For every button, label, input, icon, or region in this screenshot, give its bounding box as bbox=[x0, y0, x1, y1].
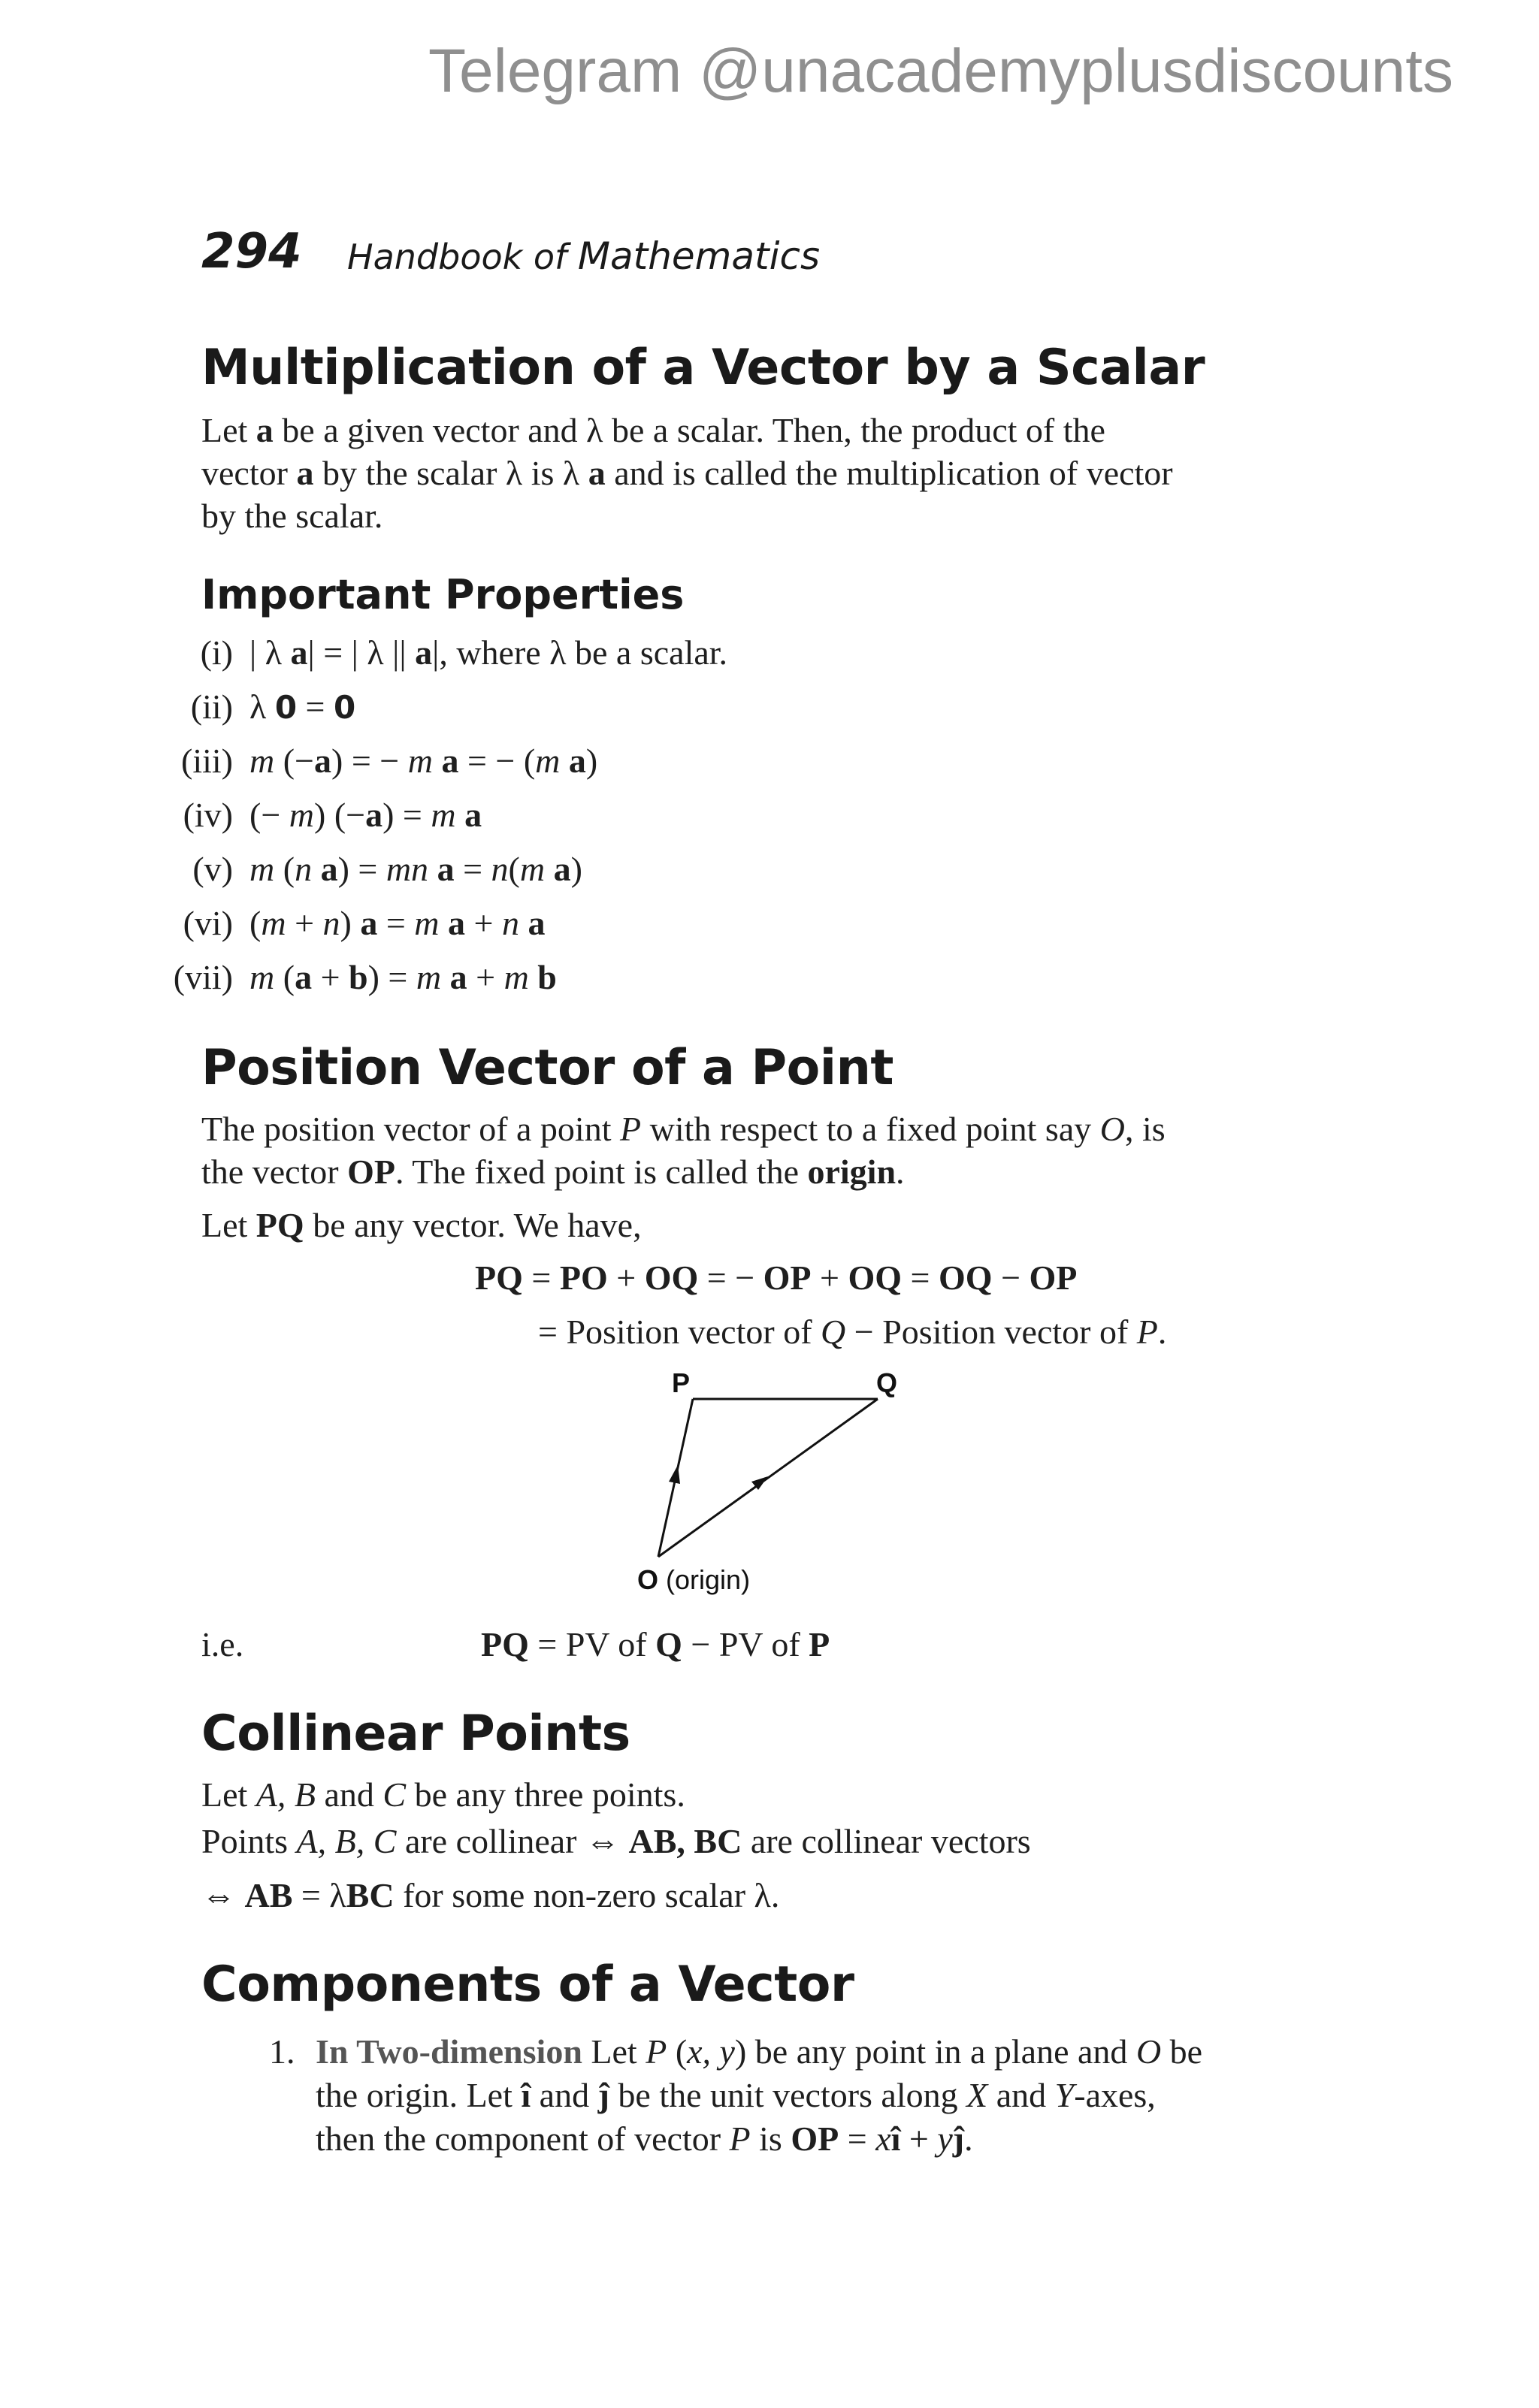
property-item: (iii) m (−a) = − m a = − (m a) bbox=[181, 742, 598, 780]
watermark-text: Telegram @unacademyplusdiscounts bbox=[428, 37, 1454, 105]
property-item: (vi) (m + n) a = m a + n a bbox=[183, 904, 546, 942]
ie-label: i.e. bbox=[201, 1625, 244, 1663]
components-line-1: In Two-dimension Let P (x, y) be any point in a plane and O be bbox=[316, 2032, 1203, 2071]
section-title-position: Position Vector of a Point bbox=[201, 1040, 893, 1096]
components-line-2: the origin. Let î and ĵ be the unit vectors along X and Y-axes, bbox=[316, 2076, 1156, 2114]
collinear-line-1: Let A, B and C be any three points. bbox=[201, 1775, 685, 1814]
position-line-2: the vector OP. The fixed point is called the origin. bbox=[201, 1153, 905, 1191]
position-line-1: The position vector of a point P with respect to a fixed point say O, is bbox=[201, 1110, 1166, 1148]
collinear-line-2: Points A, B, C are collinear ⇔ AB, BC are collinear vectors bbox=[201, 1822, 1031, 1860]
figure-label-origin: O (origin) bbox=[637, 1564, 751, 1595]
property-item: (i) | λ a| = | λ || a|, where λ be a scalar. bbox=[200, 633, 728, 672]
components-item-number: 1. bbox=[269, 2032, 295, 2071]
subheading-properties: Important Properties bbox=[201, 571, 685, 618]
scalar-line-3: by the scalar. bbox=[201, 497, 383, 535]
collinear-line-3: ⇔ AB = λBC for some non-zero scalar λ. bbox=[201, 1876, 780, 1914]
section-title-components: Components of a Vector bbox=[201, 1956, 854, 2013]
scalar-line-1: Let a be a given vector and λ be a scalar. Then, the product of the bbox=[201, 411, 1105, 449]
position-equation-2: = Position vector of Q − Position vector of P. bbox=[538, 1313, 1167, 1351]
property-item: (v) m (n a) = mn a = n(m a) bbox=[192, 850, 582, 888]
position-line-3: Let PQ be any vector. We have, bbox=[201, 1206, 642, 1244]
running-head-title: Mathematics bbox=[577, 234, 821, 278]
running-head-prefix: Handbook of bbox=[347, 237, 567, 277]
figure-label-q: Q bbox=[876, 1367, 898, 1398]
position-equation-1: PQ = PO + OQ = − OP + OQ = OQ − OP bbox=[475, 1258, 1078, 1297]
oq-segment bbox=[658, 1399, 878, 1557]
section-title-collinear: Collinear Points bbox=[201, 1706, 630, 1762]
section-title-scalar: Multiplication of a Vector by a Scalar bbox=[201, 340, 1205, 396]
page-number: 294 bbox=[201, 224, 302, 279]
ie-equation: PQ = PV of Q − PV of P bbox=[481, 1625, 830, 1663]
property-item: (vii) m (a + b) = m a + m b bbox=[173, 958, 557, 996]
components-line-3: then the component of vector P is OP = xî + yĵ. bbox=[316, 2119, 973, 2158]
figure-label-p: P bbox=[672, 1367, 691, 1398]
scalar-line-2: vector a by the scalar λ is λ a and is called the multiplication of vector bbox=[201, 454, 1173, 492]
property-item: (ii) λ 0 = 0 bbox=[190, 687, 356, 726]
property-item: (iv) (− m) (−a) = m a bbox=[183, 796, 482, 834]
